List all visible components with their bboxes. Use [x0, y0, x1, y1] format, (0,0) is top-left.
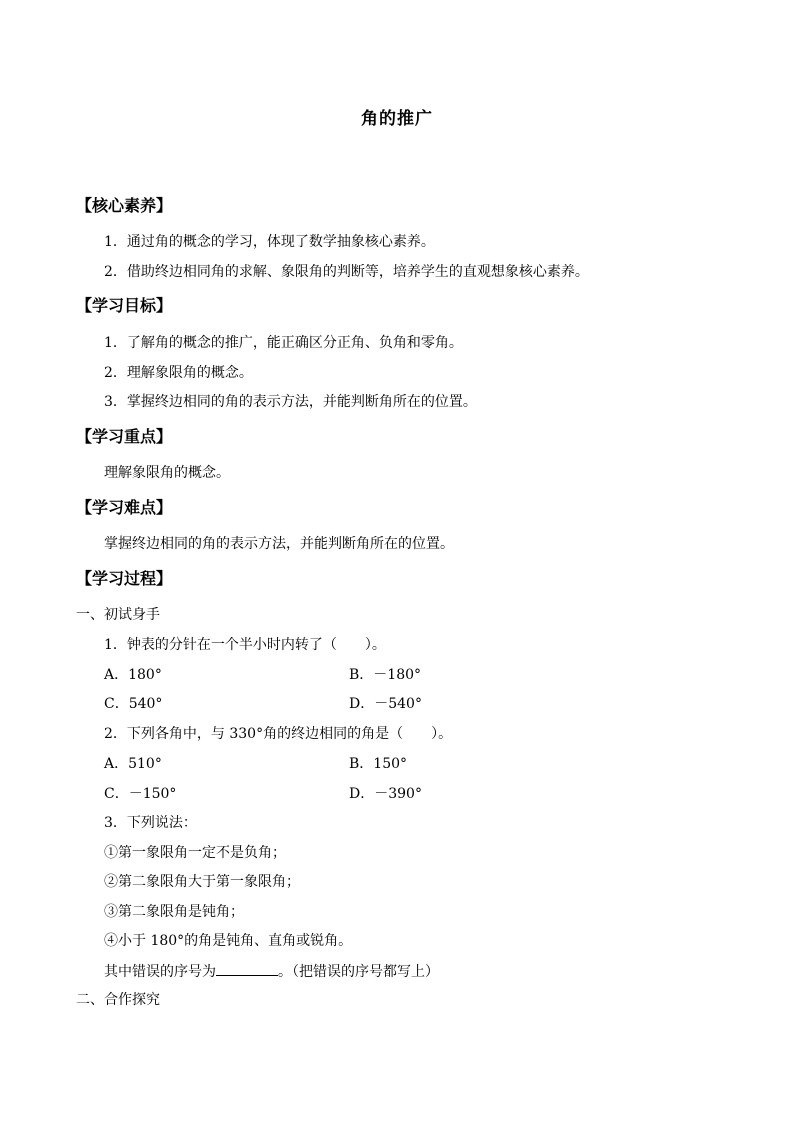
key-points-text: 理解象限角的概念。: [104, 465, 230, 481]
question-2-option-a: A．510°: [104, 756, 162, 772]
question-3-stem: 3．下列说法：: [104, 815, 197, 831]
question-2-option-c: C．－150°: [104, 786, 177, 802]
question-1-option-d: D．－540°: [349, 696, 422, 712]
question-3-answer-blank[interactable]: [216, 961, 278, 976]
goal-item-1: 1．了解角的概念的推广，能正确区分正角、负角和零角。: [104, 335, 463, 351]
goal-item-3: 3．掌握终边相同的角的表示方法，并能判断角所在的位置。: [104, 394, 477, 410]
question-2-option-d: D．－390°: [349, 786, 422, 802]
section-heading-process: 【学习过程】: [76, 569, 173, 588]
part1-title: 一、初试身手: [76, 607, 160, 623]
question-3-statement-3: ③第二象限角是钝角；: [104, 904, 244, 920]
core-item-1: 1．通过角的概念的学习，体现了数学抽象核心素养。: [104, 234, 435, 250]
difficulties-text: 掌握终边相同的角的表示方法，并能判断角所在的位置。: [104, 536, 454, 552]
question-1-option-c: C．540°: [104, 696, 163, 712]
section-heading-core: 【核心素养】: [76, 196, 173, 215]
question-3-statement-2: ②第二象限角大于第一象限角；: [104, 874, 300, 890]
question-3-answer-prefix: 其中错误的序号为: [104, 964, 216, 980]
core-item-2: 2．借助终边相同角的求解、象限角的判断等，培养学生的直观想象核心素养。: [104, 264, 589, 280]
question-2-stem: 2．下列各角中，与 330°角的终边相同的角是（ ）。: [104, 726, 453, 742]
section-heading-key-points: 【学习重点】: [76, 427, 173, 446]
question-3-answer-suffix: 。（把错误的序号都写上）: [278, 964, 439, 980]
question-1-option-a: A．180°: [104, 667, 162, 683]
question-1-stem: 1．钟表的分针在一个半小时内转了（ ）。: [104, 637, 386, 653]
question-3-statement-1: ①第一象限角一定不是负角；: [104, 845, 286, 861]
part2-title: 二、合作探究: [76, 992, 160, 1008]
page-title: 角的推广: [361, 109, 433, 129]
question-2-option-b: B．150°: [349, 756, 408, 772]
question-3-statement-4: ④小于 180°的角是钝角、直角或锐角。: [104, 933, 353, 949]
goal-item-2: 2．理解象限角的概念。: [104, 365, 253, 381]
section-heading-difficulties: 【学习难点】: [76, 498, 173, 517]
question-3-answer-line: [104, 961, 439, 981]
question-1-option-b: B．－180°: [349, 667, 422, 683]
section-heading-goals: 【学习目标】: [76, 296, 173, 315]
